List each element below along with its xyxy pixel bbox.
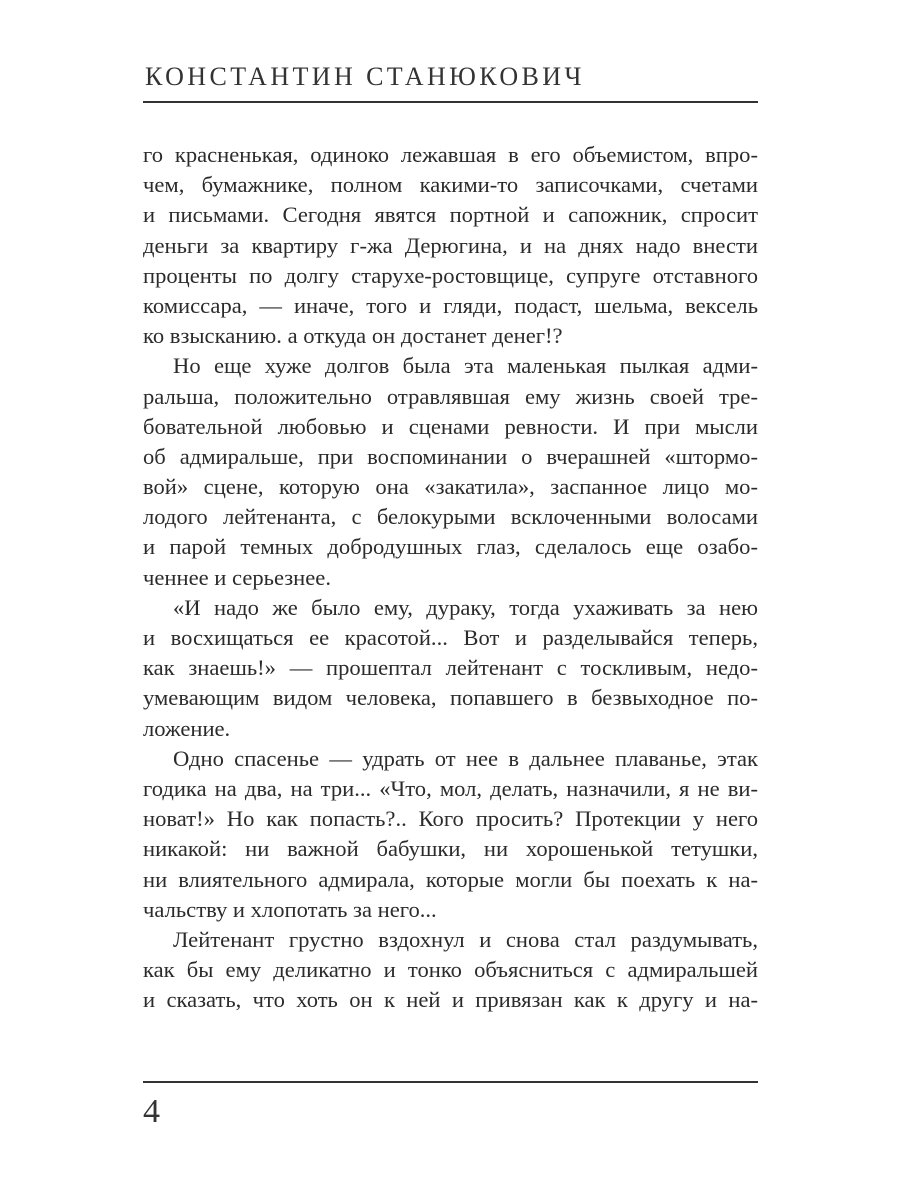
text-line: новат!» Но как попасть?.. Кого просить? Протекции у него: [143, 806, 758, 832]
text-line: вой» сцене, которую она «закатила», заспанное лицо мо-: [143, 474, 758, 500]
text-line: проценты по долгу старухе-ростовщице, супруге отставного: [143, 262, 758, 288]
text-line: и сказать, что хоть он к ней и привязан как к другу и на-: [143, 987, 758, 1013]
text-line: чем, бумажнике, полном какими-то записочками, счетами: [143, 172, 758, 198]
text-line: го красненькая, одиноко лежавшая в его объемистом, впро-: [143, 142, 758, 167]
header-rule: [143, 101, 758, 103]
text-line: как знаешь!» — прошептал лейтенант с тоскливым, недо-: [143, 655, 758, 681]
text-line: никакой: ни важной бабушки, ни хорошенькой тетушки,: [143, 836, 758, 862]
text-line: Одно спасенье — удрать от нее в дальнее плаванье, этак: [173, 745, 758, 771]
text-line: и восхищаться ее красотой... Вот и разделывайся теперь,: [143, 625, 758, 650]
running-header: КОНСТАНТИН СТАНЮКОВИЧ: [145, 62, 585, 91]
text-line: Но еще хуже долгов была эта маленькая пылкая адми-: [173, 353, 758, 379]
text-line: лодого лейтенанта, с белокурыми всклоченными волосами: [143, 504, 758, 530]
text-line: «И надо же было ему, дураку, тогда ухаживать за нею: [173, 594, 758, 620]
text-line: ральша, положительно отравлявшая ему жизнь своей тре-: [143, 383, 758, 409]
text-line: ко взысканию. а откуда он достанет денег!?: [143, 323, 563, 349]
body-text: [143, 140, 758, 1015]
text-line: и письмами. Сегодня явятся портной и сапожник, спросит: [143, 202, 758, 228]
text-line: умевающим видом человека, попавшего в безвыходное по-: [143, 685, 758, 711]
page-number: 4: [143, 1093, 160, 1130]
text-line: ложение.: [143, 715, 231, 741]
text-line: и парой темных добродушных глаз, сделалось еще озабо-: [143, 534, 758, 560]
text-line: ни влиятельного адмирала, которые могли бы поехать к на-: [143, 866, 758, 892]
text-line: Лейтенант грустно вздохнул и снова стал раздумывать,: [173, 926, 758, 952]
text-line: деньги за квартиру г-жа Дерюгина, и на днях надо внести: [143, 232, 758, 258]
text-line: об адмиральше, при воспоминании о вчерашней «штормо-: [143, 443, 758, 469]
text-line: бовательной любовью и сценами ревности. И при мысли: [143, 413, 758, 439]
text-line: чальству и хлопотать за него...: [143, 896, 437, 922]
text-line: ченнее и серьезнее.: [143, 564, 331, 590]
footer-rule: [143, 1081, 758, 1083]
text-line: как бы ему деликатно и тонко объясниться с адмиральшей: [143, 957, 758, 983]
text-line: комиссара, — иначе, того и гляди, подаст, шельма, вексель: [143, 292, 758, 318]
text-line: годика на два, на три... «Что, мол, делать, назначили, я не ви-: [143, 775, 758, 801]
